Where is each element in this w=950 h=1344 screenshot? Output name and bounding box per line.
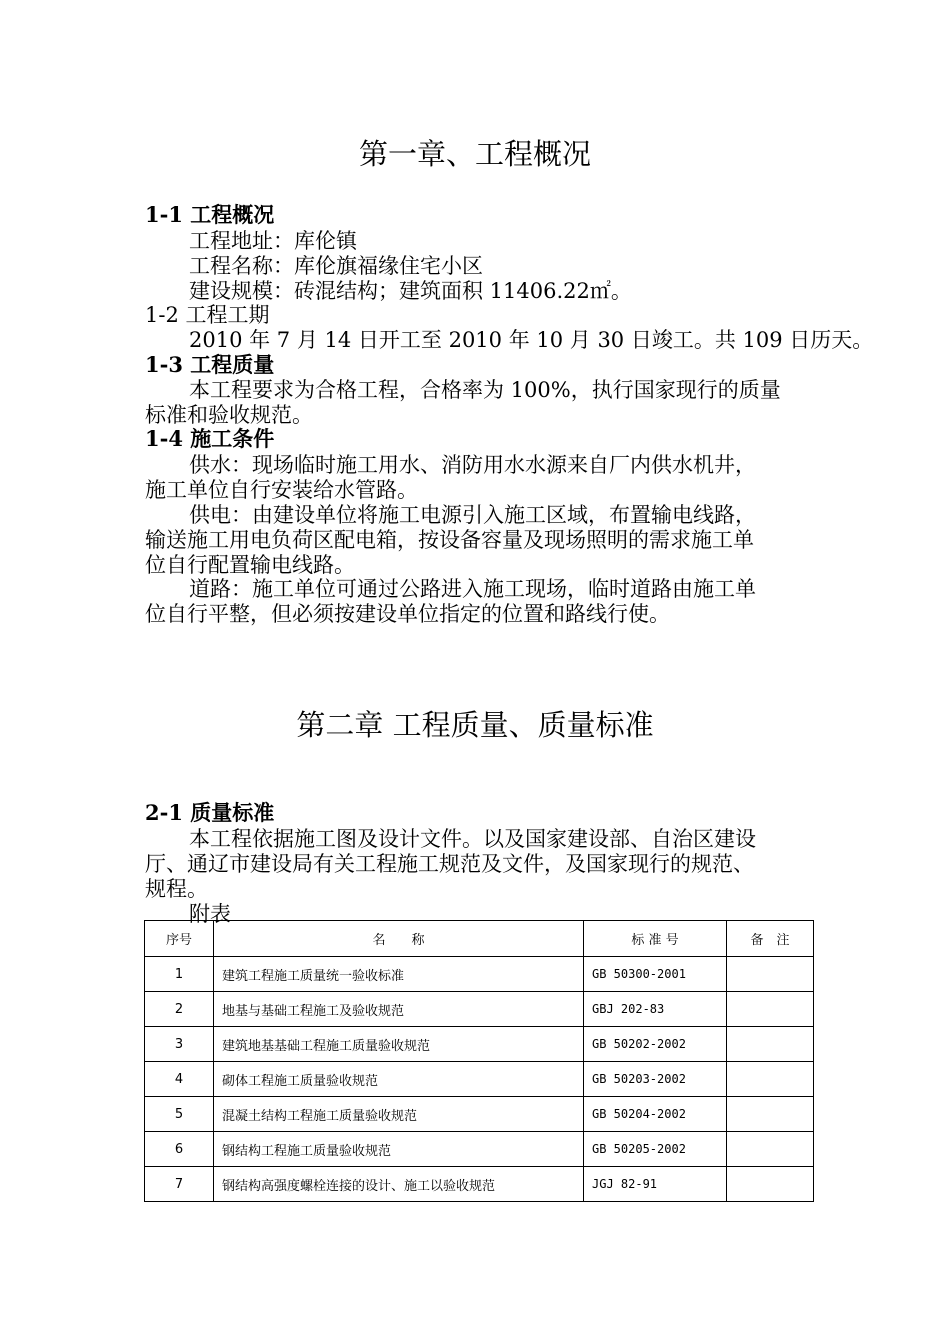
row-no: 2	[145, 992, 214, 1027]
row-code: GB 50300-2001	[584, 957, 727, 992]
row-note	[727, 1167, 814, 1202]
standard-text-2: 厅、通辽市建设局有关工程施工规范及文件，及国家现行的规范、	[145, 852, 754, 876]
row-no: 4	[145, 1062, 214, 1097]
table-row	[145, 1097, 814, 1132]
table-row	[145, 1027, 814, 1062]
row-note	[727, 1097, 814, 1132]
table-row	[145, 1167, 814, 1202]
road-text-2: 位自行平整，但必须按建设单位指定的位置和路线行使。	[145, 602, 670, 626]
standard-text-3: 规程。	[145, 877, 208, 901]
chapter2-title: 第二章 工程质量、质量标准	[296, 708, 654, 742]
table-row	[145, 1062, 814, 1097]
row-code: GB 50202-2002	[584, 1027, 727, 1062]
row-no: 1	[145, 957, 214, 992]
col-header-note: 备 注	[727, 921, 814, 957]
section-2-1-heading: 2-1 质量标准	[145, 800, 275, 825]
project-name: 工程名称：库伦旗福缘住宅小区	[189, 254, 483, 278]
row-name: 地基与基础工程施工及验收规范	[214, 992, 584, 1027]
section-1-2-heading: 1-2 工程工期	[145, 303, 270, 327]
standard-text-1: 本工程依据施工图及设计文件。以及国家建设部、自治区建设	[189, 827, 756, 851]
table-row	[145, 1132, 814, 1167]
standards-table	[144, 920, 814, 1202]
table-row	[145, 992, 814, 1027]
row-no: 7	[145, 1167, 214, 1202]
row-note	[727, 1027, 814, 1062]
quality-text-2: 标准和验收规范。	[145, 403, 313, 427]
project-scale: 建设规模：砖混结构；建筑面积 11406.22㎡。	[189, 279, 632, 303]
quality-text-1: 本工程要求为合格工程，合格率为 100%，执行国家现行的质量	[189, 378, 781, 402]
row-code: GB 50204-2002	[584, 1097, 727, 1132]
row-note	[727, 1062, 814, 1097]
water-text-1: 供水：现场临时施工用水、消防用水水源来自厂内供水机井，	[189, 453, 756, 477]
table-header-row	[145, 921, 814, 957]
row-name: 砌体工程施工质量验收规范	[214, 1062, 584, 1097]
row-code: GB 50203-2002	[584, 1062, 727, 1097]
water-text-2: 施工单位自行安装给水管路。	[145, 478, 418, 502]
road-text-1: 道路：施工单位可通过公路进入施工现场，临时道路由施工单	[189, 577, 756, 601]
row-code: JGJ 82-91	[584, 1167, 727, 1202]
row-no: 3	[145, 1027, 214, 1062]
col-header-no: 序号	[145, 921, 214, 957]
col-header-code: 标 准 号	[584, 921, 727, 957]
row-name: 混凝土结构工程施工质量验收规范	[214, 1097, 584, 1132]
row-name: 钢结构高强度螺栓连接的设计、施工以验收规范	[214, 1167, 584, 1202]
power-text-2: 输送施工用电负荷区配电箱，按设备容量及现场照明的需求施工单	[145, 528, 754, 552]
row-name: 钢结构工程施工质量验收规范	[214, 1132, 584, 1167]
power-text-3: 位自行配置输电线路。	[145, 553, 355, 577]
power-text-1: 供电：由建设单位将施工电源引入施工区域，布置输电线路，	[189, 503, 756, 527]
row-code: GB 50205-2002	[584, 1132, 727, 1167]
appendix-label: 附表	[189, 902, 231, 926]
project-address: 工程地址：库伦镇	[189, 229, 357, 253]
table-row	[145, 957, 814, 992]
section-1-3-heading: 1-3 工程质量	[145, 352, 275, 377]
row-no: 6	[145, 1132, 214, 1167]
section-1-4-heading: 1-4 施工条件	[145, 426, 275, 451]
row-name: 建筑地基基础工程施工质量验收规范	[214, 1027, 584, 1062]
section-1-1-heading: 1-1 工程概况	[145, 202, 275, 227]
row-code: GBJ 202-83	[584, 992, 727, 1027]
schedule-text: 2010 年 7 月 14 日开工至 2010 年 10 月 30 日竣工。共 109 日历天。	[189, 328, 874, 352]
row-note	[727, 1132, 814, 1167]
row-name: 建筑工程施工质量统一验收标准	[214, 957, 584, 992]
col-header-name: 名 称	[214, 921, 584, 957]
chapter1-title: 第一章、工程概况	[358, 137, 591, 171]
row-no: 5	[145, 1097, 214, 1132]
row-note	[727, 992, 814, 1027]
row-note	[727, 957, 814, 992]
